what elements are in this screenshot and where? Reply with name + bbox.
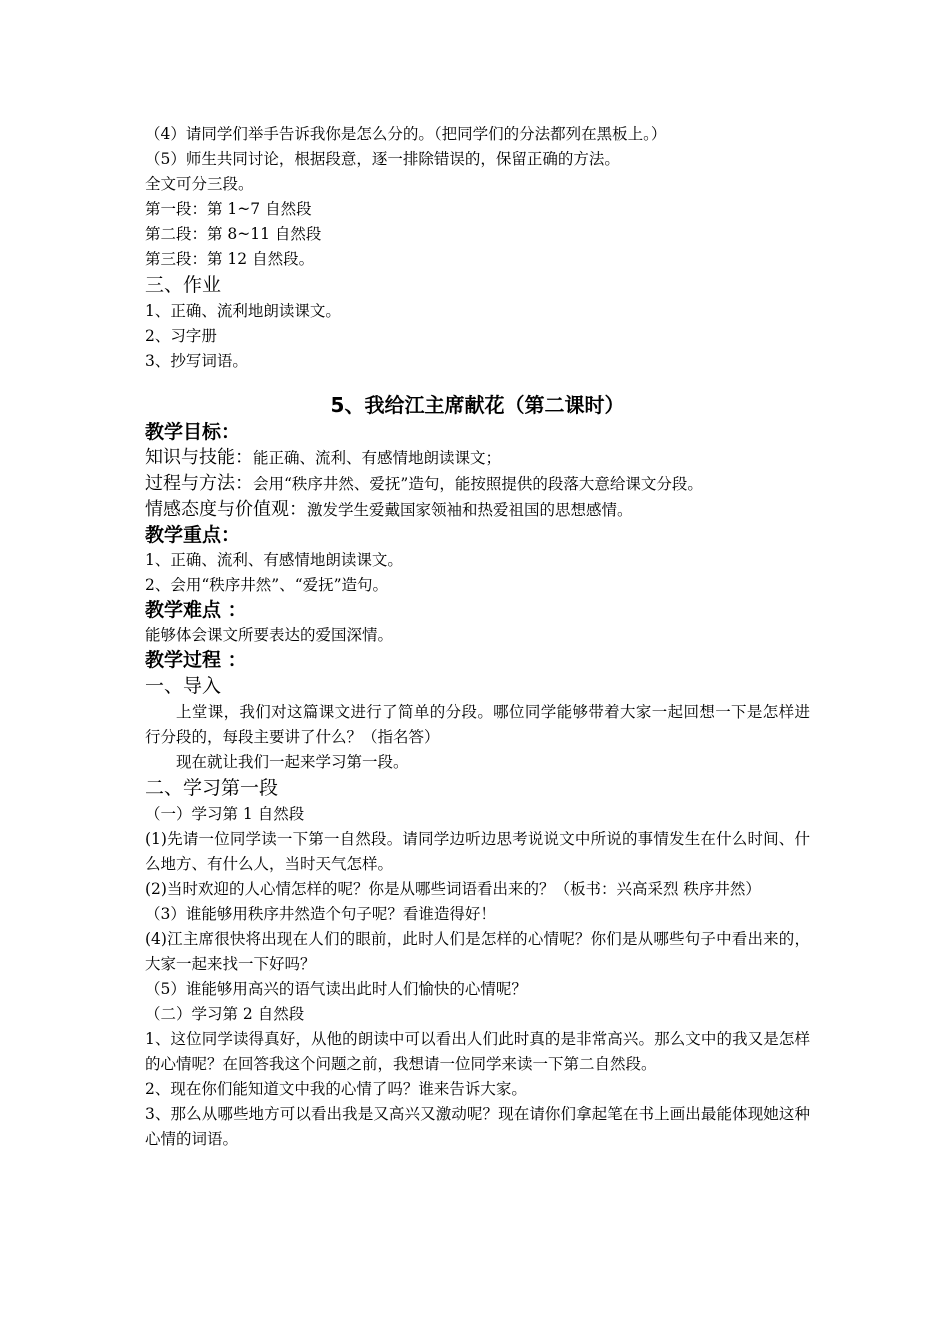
difficulty-heading: 教学难点 ： bbox=[145, 599, 247, 621]
homework-heading: 三、作业 bbox=[145, 274, 222, 296]
key-point-item: 1、正确、流利、有感情地朗读课文。 bbox=[145, 551, 403, 569]
intro-heading: 一、导入 bbox=[145, 675, 222, 697]
intro-paragraph: 上堂课，我们对这篇课文进行了简单的分段。哪位同学能够带着大家一起回想一下是怎样进行分段的，每段主要讲了什么？（指名答） bbox=[145, 703, 810, 746]
goal-knowledge-text: 能正确、流利、有感情地朗读课文； bbox=[253, 449, 502, 467]
key-point-item: 2、会用“秩序井然”、“爱抚”造句。 bbox=[145, 576, 389, 594]
sub1-heading: （一）学习第 1 自然段 bbox=[145, 805, 305, 823]
key-points-heading: 教学重点： bbox=[145, 524, 241, 546]
goal-knowledge-label: 知识与技能： bbox=[145, 447, 253, 468]
homework-item: 2、习字册 bbox=[145, 327, 217, 345]
three-parts-note: 全文可分三段。 bbox=[145, 175, 254, 193]
sub1-item: （5）谁能够用高兴的语气读出此时人们愉快的心情呢？ bbox=[145, 980, 527, 998]
sub2-item: 1、这位同学读得真好，从他的朗读中可以看出人们此时真的是非常高兴。那么文中的我又是怎样的心情呢？在回答我这个问题之前，我想请一位同学来读一下第二自然段。 bbox=[145, 1030, 810, 1073]
method-step-5: （5）师生共同讨论，根据段意，逐一排除错误的，保留正确的方法。 bbox=[145, 150, 620, 168]
sub2-item: 2、现在你们能知道文中我的心情了吗？谁来告诉大家。 bbox=[145, 1080, 527, 1098]
lesson-title: 5、我给江主席献花（第二课时） bbox=[330, 393, 625, 417]
intro-transition: 现在就让我们一起来学习第一段。 bbox=[176, 753, 409, 771]
method-step-4: （4）请同学们举手告诉我你是怎么分的。（把同学们的分法都列在黑板上。） bbox=[145, 125, 667, 143]
sub1-item: (4)江主席很快将出现在人们的眼前，此时人们是怎样的心情呢？你们是从哪些句子中看出来的，大家一起来找一下好吗？ bbox=[145, 930, 810, 973]
goal-emotion-text: 激发学生爱戴国家领袖和热爱祖国的思想感情。 bbox=[307, 501, 633, 519]
sub1-item: (2)当时欢迎的人心情怎样的呢？你是从哪些词语看出来的？（板书：兴高采烈 秩序井然） bbox=[145, 880, 761, 898]
goal-emotion bbox=[145, 497, 810, 523]
sub1-item: （3）谁能够用秩序井然造个句子呢？看谁造得好！ bbox=[145, 905, 496, 923]
part-one: 第一段：第 1~7 自然段 bbox=[145, 200, 312, 218]
part-three: 第三段：第 12 自然段。 bbox=[145, 250, 315, 268]
goals-heading: 教学目标： bbox=[145, 421, 241, 443]
goal-emotion-label: 情感态度与价值观： bbox=[145, 499, 307, 520]
homework-item: 1、正确、流利地朗读课文。 bbox=[145, 302, 341, 320]
sub2-heading: （二）学习第 2 自然段 bbox=[145, 1005, 305, 1023]
difficulty-text: 能够体会课文所要表达的爱国深情。 bbox=[145, 626, 394, 644]
goal-process bbox=[145, 471, 810, 497]
document-page bbox=[145, 122, 810, 1152]
goal-process-label: 过程与方法： bbox=[145, 473, 253, 494]
sub1-item: (1)先请一位同学读一下第一自然段。请同学边听边思考说说文中所说的事情发生在什么时间、什么地方、有什么人，当时天气怎样。 bbox=[145, 830, 810, 873]
goal-process-text: 会用“秩序井然、爱抚”造句，能按照提供的段落大意给课文分段。 bbox=[253, 475, 703, 493]
goal-knowledge bbox=[145, 445, 810, 471]
homework-item: 3、抄写词语。 bbox=[145, 352, 248, 370]
process-heading: 教学过程 ： bbox=[145, 649, 247, 671]
part-two: 第二段：第 8~11 自然段 bbox=[145, 225, 322, 243]
sub2-item: 3、那么从哪些地方可以看出我是又高兴又激动呢？现在请你们拿起笔在书上画出最能体现她这种心情的词语。 bbox=[145, 1105, 810, 1148]
part2-heading: 二、学习第一段 bbox=[145, 777, 279, 799]
